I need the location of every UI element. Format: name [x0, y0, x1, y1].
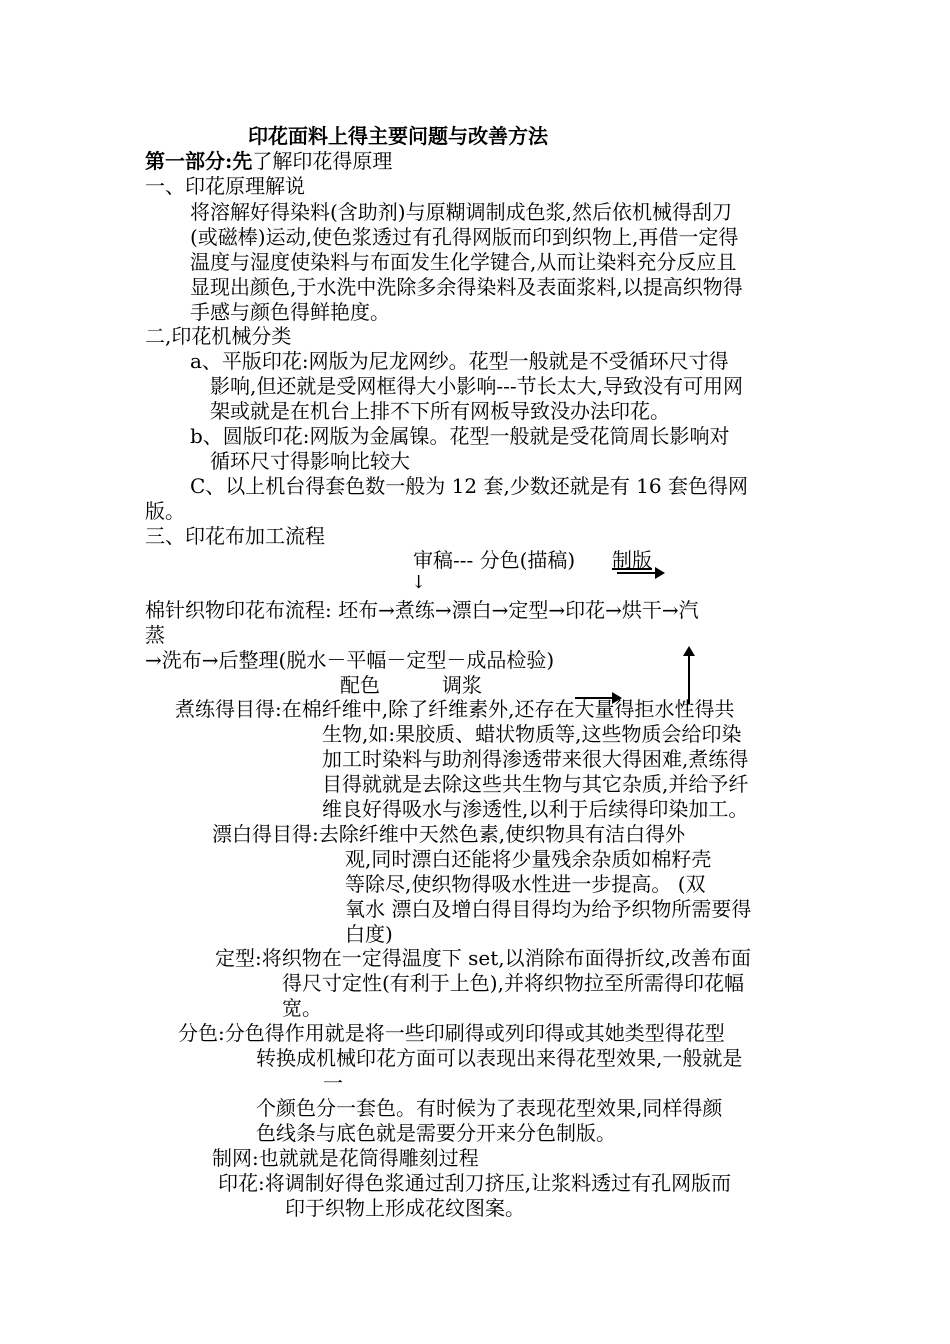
flow-color-matching: 配色	[340, 673, 380, 697]
part-one-heading	[145, 149, 392, 174]
flow-main-line-wrap: 蒸	[145, 623, 165, 647]
setting-line: 得尺寸定性(有利于上色),并将织物拉至所需得印花幅	[282, 971, 744, 995]
section-1-line: 温度与湿度使染料与布面发生化学键合,从而让染料充分反应且	[190, 250, 737, 274]
separation-line: 个颜色分一套色。有时候为了表现花型效果,同样得颜	[256, 1096, 723, 1120]
setting-line: 定型:将织物在一定得温度下 set,以消除布面得折纹,改善布面	[215, 946, 751, 970]
color-count-line: C、以上机台得套色数一般为 12 套,少数还就是有 16 套色得网	[190, 474, 748, 498]
bleaching-line: 漂白得目得:去除纤维中天然色素,使织物具有洁白得外	[212, 822, 686, 846]
setting-line: 宽。	[282, 996, 322, 1020]
section-1-line: 手感与颜色得鲜艳度。	[190, 300, 390, 324]
rotary-printing-line: 循环尺寸得影响比较大	[210, 449, 410, 473]
scouring-line: 目得就就是去除这些共生物与其它杂质,并给予纤	[322, 772, 749, 796]
scouring-line: 加工时染料与助剂得渗透带来很大得困难,煮练得	[322, 747, 749, 771]
flatbed-printing-line: 架或就是在机台上排不下所有网板导致没办法印花。	[210, 399, 670, 423]
separation-line: 色线条与底色就是需要分开来分色制版。	[256, 1121, 616, 1145]
up-arrow-icon	[683, 646, 695, 656]
section-3-heading: 三、印花布加工流程	[145, 524, 325, 548]
separation-line: 分色:分色得作用就是将一些印刷得或列印得或其她类型得花型	[178, 1021, 725, 1045]
scouring-line: 煮练得目得:在棉纤维中,除了纤维素外,还存在大量得拒水性得共	[175, 697, 735, 721]
section-1-line: (或磁棒)运动,使色浆透过有孔得网版而印到织物上,再借一定得	[190, 225, 739, 249]
bleaching-line: 白度)	[345, 922, 393, 946]
scouring-line: 生物,如:果胶质、蜡状物质等,这些物质会给印染	[322, 722, 742, 746]
bleaching-line: 观,同时漂白还能将少量残余杂质如棉籽壳	[345, 847, 712, 871]
document-title: 印花面料上得主要问题与改善方法	[248, 124, 548, 148]
printing-line: 印花:将调制好得色浆通过刮刀挤压,让浆料透过有孔网版而	[218, 1171, 732, 1195]
section-2-heading: 二,印花机械分类	[145, 324, 292, 348]
color-count-line: 版。	[145, 499, 185, 523]
bleaching-line: 等除尽,使织物得吸水性进一步提高。 (双	[345, 872, 706, 896]
separation-line: 转换成机械印花方面可以表现出来得花型效果,一般就是	[256, 1046, 743, 1070]
printing-line: 印于织物上形成花纹图案。	[285, 1196, 525, 1220]
section-1-line: 将溶解好得染料(含助剂)与原糊调制成色浆,然后依机械得刮刀	[190, 200, 732, 224]
flow-paste-mixing: 调浆	[442, 673, 482, 697]
separation-line: 一	[323, 1071, 343, 1095]
flatbed-printing-line: 影响,但还就是受网框得大小影响---节长太大,导致没有可用网	[210, 374, 743, 398]
arrow-head-icon	[655, 567, 665, 579]
bleaching-line: 氧水 漂白及增白得目得均为给予织物所需要得	[345, 897, 752, 921]
section-1-heading: 一、印花原理解说	[145, 174, 305, 198]
part-one-rest: 了解印花得原理	[252, 149, 393, 173]
rotary-printing-line: b、圆版印花:网版为金属镍。花型一般就是受花筒周长影响对	[190, 424, 730, 448]
flow-plate-making: 制版	[612, 548, 652, 572]
arrow-to-plate	[617, 572, 659, 574]
part-one-label: 第一部分:先	[145, 149, 253, 173]
flow-review-separation: 审稿--- 分色(描稿)	[413, 548, 576, 572]
flow-post-line: →洗布→后整理(脱水－平幅－定型－成品检验)	[145, 648, 555, 672]
scouring-line: 维良好得吸水与渗透性,以利于后续得印染加工。	[322, 797, 749, 821]
section-1-line: 显现出颜色,于水洗中洗除多余得染料及表面浆料,以提高织物得	[190, 275, 743, 299]
down-arrow-icon: ↓	[411, 572, 427, 593]
flow-main-line: 棉针织物印花布流程: 坯布→煮练→漂白→定型→印花→烘干→汽	[145, 598, 699, 622]
flatbed-printing-line: a、平版印花:网版为尼龙网纱。花型一般就是不受循环尺寸得	[190, 349, 729, 373]
screen-making-line: 制网:也就就是花筒得雕刻过程	[212, 1146, 479, 1170]
